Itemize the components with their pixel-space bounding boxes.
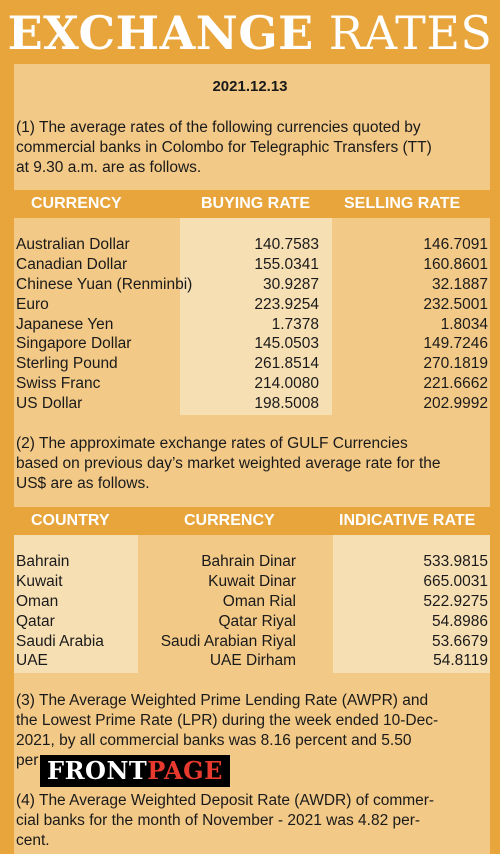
table2-rows — [16, 552, 490, 671]
table-row — [16, 315, 490, 335]
table-row — [16, 612, 490, 632]
selling-rate: 1.8034 — [440, 315, 488, 333]
currency-name: Chinese Yuan (Renminbi) — [16, 275, 193, 293]
selling-rate: 221.6662 — [423, 375, 488, 393]
section3-line: per — [16, 752, 39, 769]
buying-rate: 223.9254 — [254, 295, 319, 313]
table-row — [16, 275, 490, 295]
country-name: Kuwait — [16, 572, 63, 590]
currency-name: US Dollar — [16, 395, 83, 413]
header-country: COUNTRY — [31, 512, 110, 529]
buying-rate: 155.0341 — [254, 255, 319, 273]
section2-line: (2) The approximate exchange rates of GULF Currencies — [16, 435, 408, 452]
table-row — [16, 235, 490, 255]
section4-text — [16, 791, 492, 851]
title-bold-word: EXCHANGE — [7, 6, 314, 60]
selling-rate: 202.9992 — [423, 395, 488, 413]
table-row — [16, 632, 490, 652]
buying-rate: 198.5008 — [254, 395, 319, 413]
country-name: Bahrain — [16, 553, 70, 570]
buying-rate: 1.7378 — [271, 315, 319, 333]
table-row — [16, 651, 490, 671]
section3-line: the Lowest Prime Rate (LPR) during the week ended 10-Dec- — [16, 712, 439, 729]
logo-page-word: PAGE — [147, 756, 223, 785]
header-indicative-rate: INDICATIVE RATE — [339, 512, 476, 529]
indicative-rate: 522.9275 — [423, 592, 488, 610]
country-name: Oman — [16, 592, 59, 610]
currency-name: Singapore Dollar — [16, 335, 132, 353]
section1-line: at 9.30 a.m. are as follows. — [16, 159, 202, 176]
selling-rate: 146.7091 — [423, 236, 488, 253]
table-row — [16, 255, 490, 275]
section1-line: (1) The average rates of the following currencies quoted by — [16, 119, 421, 136]
section4-line: cent. — [16, 832, 50, 849]
buying-rate: 214.0080 — [254, 375, 319, 393]
table-row — [16, 394, 490, 414]
currency-name: Swiss Franc — [16, 375, 101, 393]
table-row — [16, 334, 490, 354]
currency-name: Qatar Riyal — [218, 612, 296, 630]
table-row — [16, 572, 490, 592]
selling-rate: 232.5001 — [423, 295, 488, 313]
selling-rate: 160.8601 — [423, 255, 488, 273]
section4-line: cial banks for the month of November - 2021 was 4.82 per- — [16, 812, 421, 829]
header-selling-rate: SELLING RATE — [344, 195, 461, 212]
currency-name: Australian Dollar — [16, 236, 130, 253]
currency-name: Bahrain Dinar — [201, 553, 296, 570]
table-row — [16, 354, 490, 374]
buying-rate: 261.8514 — [254, 355, 319, 373]
title-light-word: RATES — [328, 6, 493, 60]
table-row — [16, 374, 490, 394]
selling-rate: 149.7246 — [423, 335, 488, 353]
country-name: UAE — [16, 652, 48, 670]
header-buying-rate: BUYING RATE — [201, 195, 311, 212]
country-name: Qatar — [16, 612, 55, 630]
section2-line: US$ are as follows. — [16, 475, 150, 492]
indicative-rate: 533.9815 — [423, 553, 488, 570]
table-row — [16, 552, 490, 572]
section3-line: (3) The Average Weighted Prime Lending Rate (AWPR) and — [16, 692, 429, 709]
country-name: Saudi Arabia — [16, 632, 104, 650]
section1-line: commercial banks in Colombo for Telegraphic Transfers (TT) — [16, 139, 432, 156]
selling-rate: 270.1819 — [423, 355, 488, 373]
header-currency: CURRENCY — [184, 512, 275, 529]
date-label: 2021.12.13 — [212, 78, 288, 95]
buying-rate: 30.9287 — [262, 275, 319, 293]
section1-text — [16, 118, 492, 178]
table1-header-band — [14, 190, 490, 218]
frontpage-logo — [40, 755, 230, 787]
section2-line: based on previous day’s market weighted average rate for the — [16, 455, 441, 472]
currency-name: Canadian Dollar — [16, 255, 128, 273]
currency-name: Kuwait Dinar — [208, 572, 296, 590]
indicative-rate: 665.0031 — [423, 572, 488, 590]
currency-name: UAE Dirham — [209, 652, 296, 670]
currency-name: Sterling Pound — [16, 355, 118, 373]
section4-line: (4) The Average Weighted Deposit Rate (AWDR) of commer- — [16, 792, 435, 809]
indicative-rate: 54.8119 — [433, 652, 488, 670]
table-row — [16, 295, 490, 315]
logo-front-word: FRONT — [47, 756, 148, 785]
currency-name: Oman Rial — [222, 592, 296, 610]
table2-header-band — [14, 507, 490, 535]
currency-name: Japanese Yen — [16, 315, 114, 333]
table-row — [16, 592, 490, 612]
indicative-rate: 53.6679 — [431, 632, 488, 650]
selling-rate: 32.1887 — [431, 275, 488, 293]
currency-name: Euro — [16, 295, 49, 313]
section3-line: 2021, by all commercial banks was 8.16 percent and 5.50 — [16, 732, 412, 749]
section2-text — [16, 434, 492, 494]
buying-rate: 140.7583 — [254, 236, 319, 253]
header-band — [0, 0, 500, 64]
header-currency: CURRENCY — [31, 195, 122, 212]
buying-rate: 145.0503 — [254, 335, 319, 353]
currency-name: Saudi Arabian Riyal — [160, 632, 296, 650]
table1-rows — [16, 235, 490, 414]
page-title — [0, 6, 500, 60]
indicative-rate: 54.8986 — [431, 612, 488, 630]
